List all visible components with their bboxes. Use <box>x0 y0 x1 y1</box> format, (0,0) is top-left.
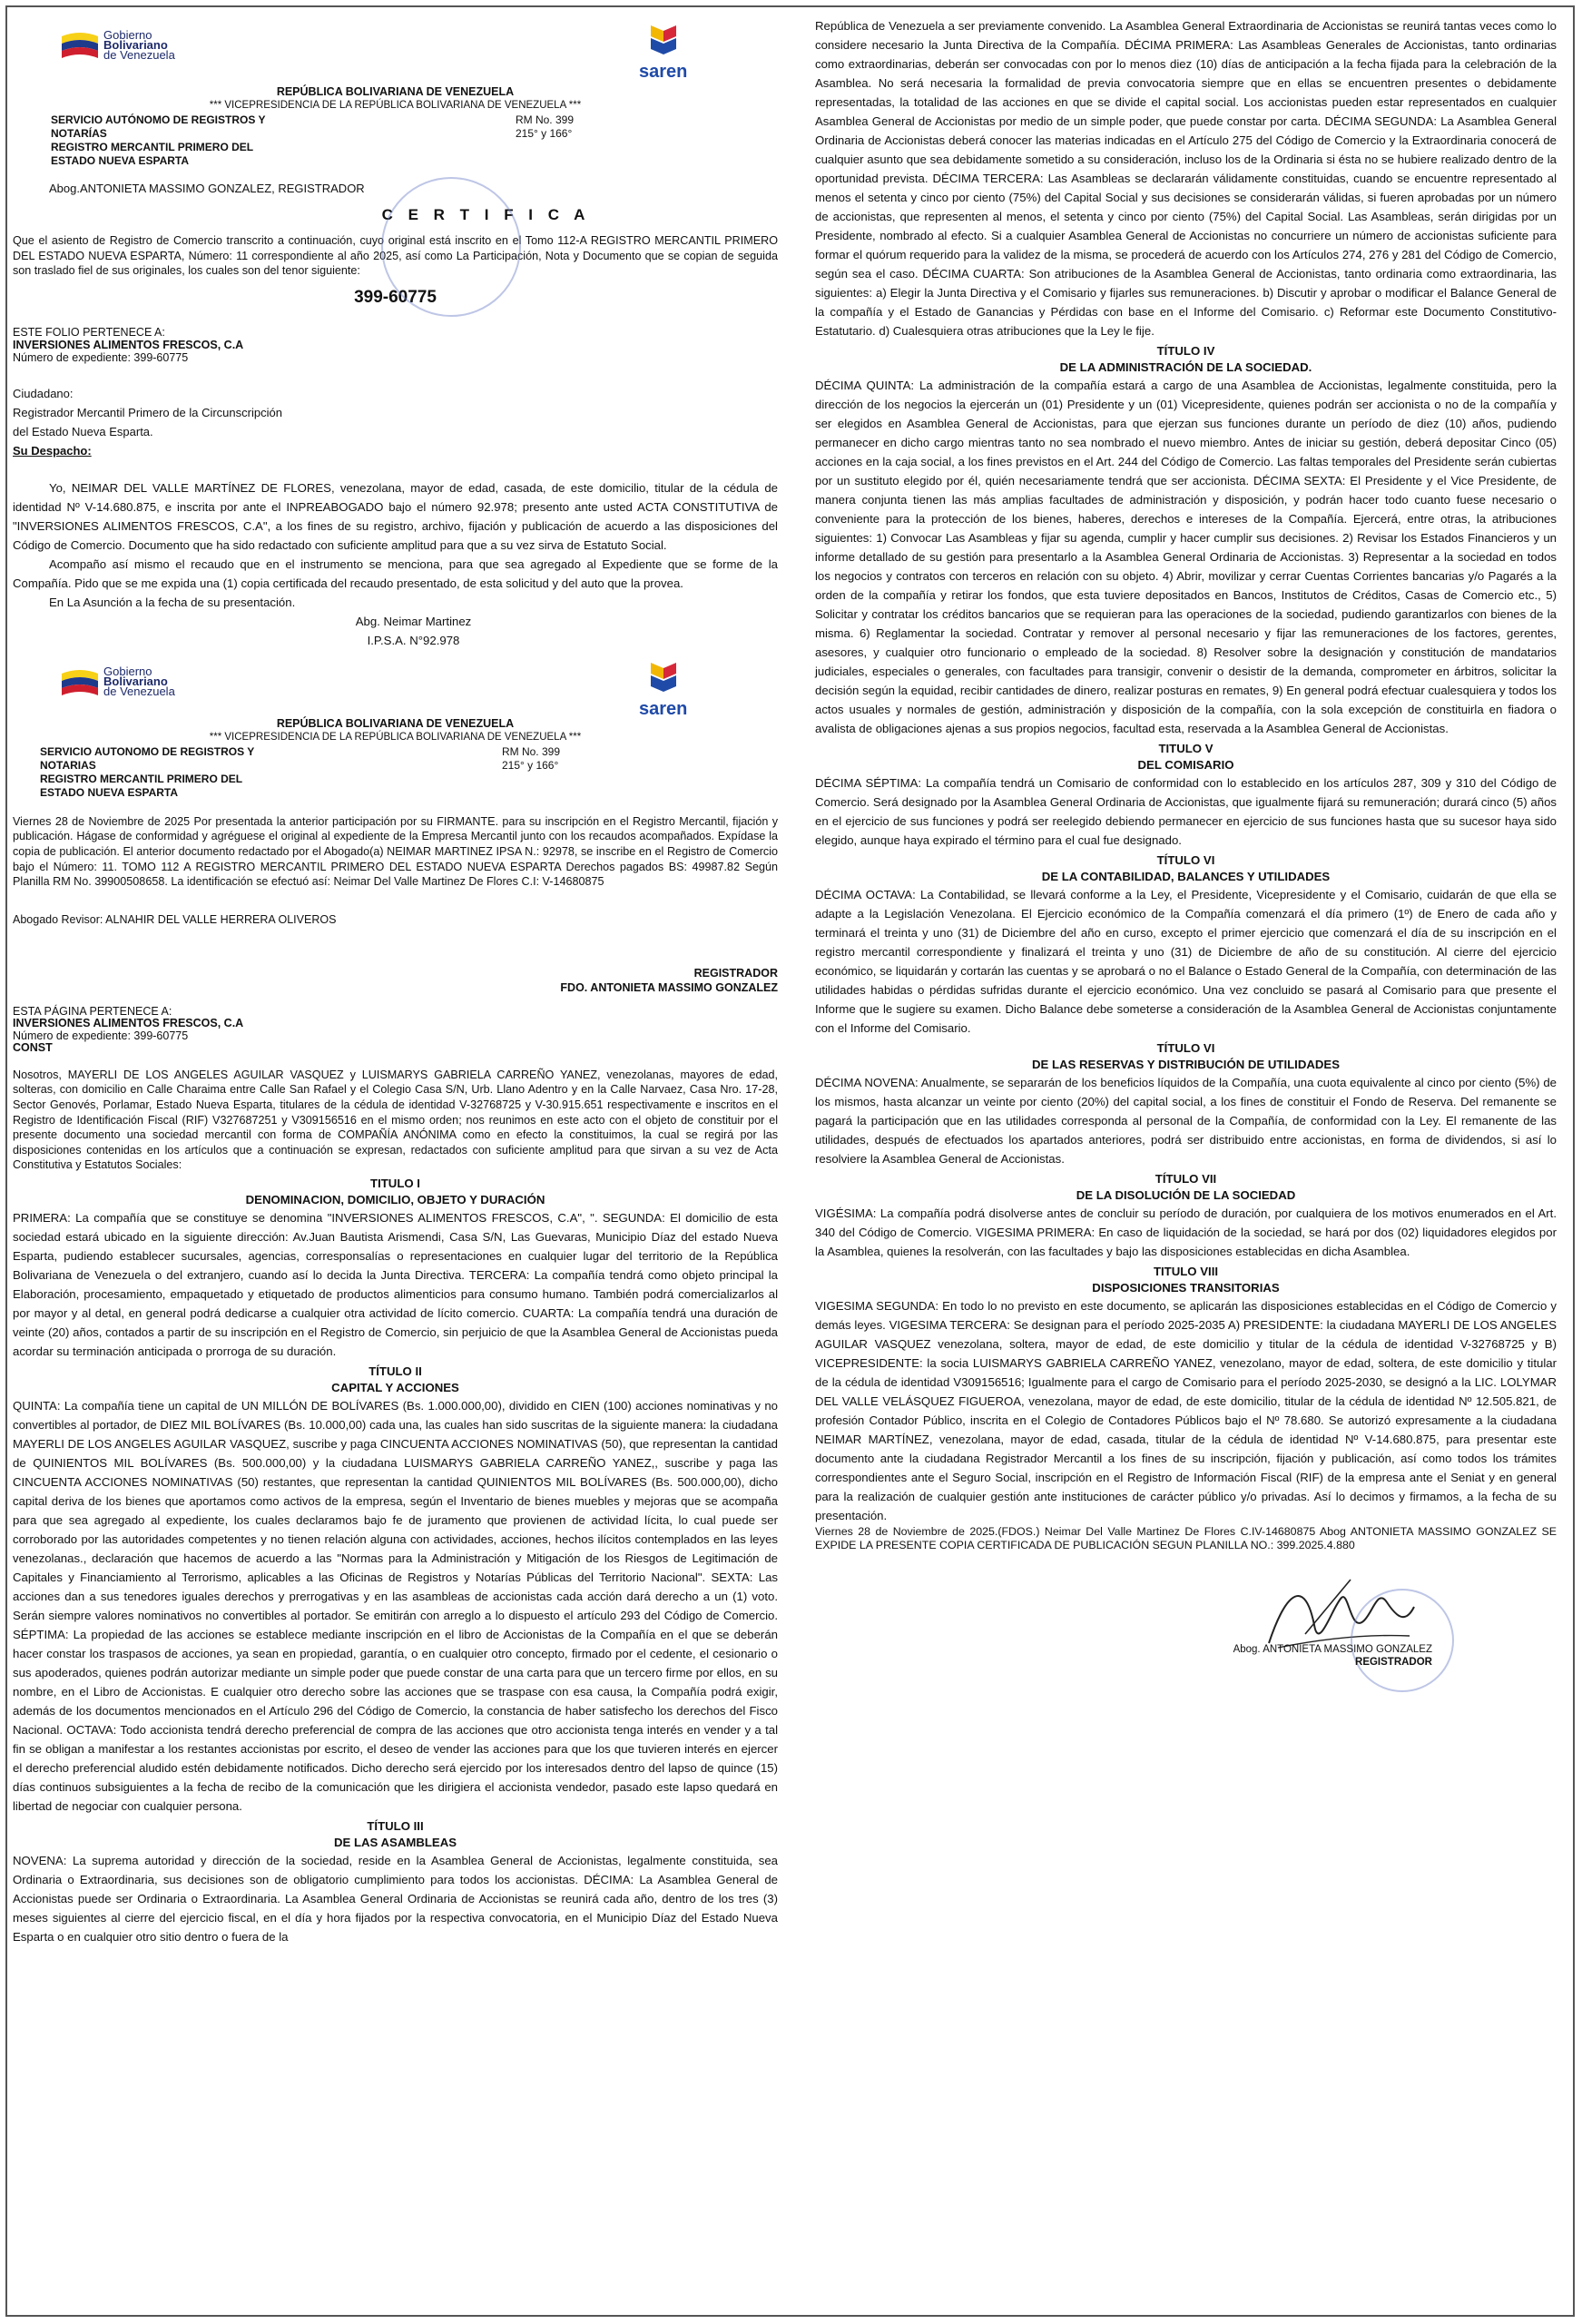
su-despacho: Su Despacho: <box>13 443 92 458</box>
titulo-1-heading <box>13 1176 778 1208</box>
petition-paragraph-2: Acompaño así mismo el recaudo que en el instrumento se menciona, para que sea agregado al Expediente que se forme de la Compañía. Pido que se me expida una (1) copia certificada del recaudo presentado, de esta solicitud y del auto que la provea. <box>13 556 778 590</box>
registrador-block <box>13 966 778 995</box>
petition-sig-ipsa: I.P.S.A. N°92.978 <box>367 633 460 647</box>
venezuela-flag-icon <box>60 665 100 699</box>
titulo-7-number: TÍTULO VII <box>1155 1172 1217 1186</box>
saren-name-2: saren <box>639 698 688 719</box>
folio-line-1: ESTE FOLIO PERTENECE A: <box>13 325 165 339</box>
pagina-line-4: CONST <box>13 1041 53 1055</box>
republica-title-2: REPÚBLICA BOLIVARIANA DE VENEZUELA <box>276 716 515 730</box>
gobierno-bolivariano-logo <box>60 27 175 62</box>
titulo-5-number: TITULO V <box>1158 742 1214 755</box>
office-line-4: ESTADO NUEVA ESPARTA <box>51 154 190 167</box>
titulo-7-heading <box>815 1171 1557 1204</box>
rm-year: 215° y 166° <box>515 127 573 140</box>
ciudadano-line-3: del Estado Nueva Esparta. <box>13 424 153 438</box>
folio-block <box>13 326 778 364</box>
final-signature-text <box>1115 1643 1432 1669</box>
abogado-revisor: Abogado Revisor: ALNAHIR DEL VALLE HERRERA OLIVEROS <box>13 912 337 926</box>
titulo-1-number: TITULO I <box>370 1176 420 1190</box>
rm2-number: RM No. 399 <box>501 744 560 758</box>
registrador-title: REGISTRADOR <box>693 966 778 980</box>
clausula-vigesima: VIGÉSIMA: La compañía podrá disolverse antes de concluir su período de duración, por cualquiera de los motivos enumerados en el Art. 340 del Código de Comercio. VIGESIMA PRIMERA: En caso de liquidación de la sociedad, se hará por dos (02) liquidadores elegidos por la Asamblea, quienes la resolverán, con las facultades y bajo las disposiciones establecidas en dicha Asamblea. <box>815 1206 1557 1258</box>
gob-line3: de Venezuela <box>103 47 175 62</box>
certifica-heading: C E R T I F I C A <box>381 206 591 223</box>
titulo-6b-heading <box>815 1040 1557 1073</box>
vicepresidencia-line-2: *** VICEPRESIDENCIA DE LA REPÚBLICA BOLIVARIANA DE VENEZUELA *** <box>209 731 582 743</box>
clausula-primera: PRIMERA: La compañía que se constituye se denomina "INVERSIONES ALIMENTOS FRESCOS, C.A", ". SEGUNDA: El domicilio de esta sociedad estará ubicado en la siguiente dirección: Av.Juan Bautista Arismendi, Casa S/N, Las Guevaras, Municipio Díaz del estado Nueva Esparta, pudiendo establecer sucursales, agencias, corresponsalías o representaciones en cualquier lugar del territorio de la República Bolivariana de Venezuela o del extranjero, cuando así lo decida la Junta Directiva. TERCERA: La compañía tendrá como objeto principal la Elaboración, procesamiento, empaquetado y etiquetado de productos alimenticios para consumo humano. También podrá comercializarlos al por mayor y al detal, en general podrá dedicarse a cualquier otra actividad de lícito comercio. CUARTA: La compañía tendrá una duración de veinte (20) años, contados a partir de su inscripción en el Registro de Comercio, sin perjuicio de que la Asamblea General de Accionistas pueda acordar su terminación anticipada o prorroga de su duración. <box>13 1210 778 1358</box>
saren-logo <box>639 22 687 81</box>
republica-title: REPÚBLICA BOLIVARIANA DE VENEZUELA <box>276 85 515 98</box>
titulo-4-heading <box>815 343 1557 376</box>
clausula-quinta: QUINTA: La compañía tiene un capital de UN MILLÓN DE BOLÍVARES (Bs. 1.000.000,00), dividido en CIEN (100) acciones nominativas y no convertibles al portador, de DIEZ MIL BOLÍVARES (Bs. 10.000,00) cada una, las cuales han sido suscritas de la siguiente manera: la ciudadana MAYERLI DE LOS ANGELES AGUILAR VASQUEZ, suscribe y paga CINCUENTA ACCIONES NOMINATIVAS (50), que representan la cantidad de QUINIENTOS MIL BOLÍVARES (Bs. 500.000,00) y la ciudadana LUISMARYS GABRIELA CARREÑO YANEZ,, suscribe y paga las CINCUENTA ACCIONES NOMINATIVAS (50) restantes, que representan la cantidad QUINIENTOS MIL BOLÍVARES (Bs. 500.000,00), dicho capital deriva de los bienes que aportamos como activos de la empresa, según el Inventario de bienes muebles y mejoras que se acompaña para que sea agregado al expediente, los cuales declaramos bajo fe de juramento que provienen de actividad lícita, lo cual puede ser corroborado por las autoridades competentes y no tienen relación alguna con actividades, acciones, hechos ilícitos contemplados en las leyes venezolanas., declaración que hacemos de acuerdo a las "Normas para la Administración y Mitigación de los Riesgos de Legitimación de Capitales y Financiamiento al Terrorismo, aplicables a las Oficinas de Registros y Notarías Públicas del Territorio Nacional". SEXTA: Las acciones dan a sus tenedores iguales derechos y prerrogativas y en las asambleas de accionistas cada acción dará derecho a un (1) voto. Serán siempre valores nominativos no convertibles al portador. Se emitirán con arreglo a lo dispuesto el artículo 293 del Código de Comercio. SÉPTIMA: La propiedad de las acciones se establece mediante inscripción en el libro de Accionistas de la Compañía en el que se deberán hacer constar los traspasos de acciones, ya sean en propiedad, garantía, o en cualquier otro concepto, firmado por el cedente, el cesionario o sus apoderados, quienes podrán autorizar mediante un simple poder que puede constar de una carta para que un tercero firme por ellos, en su nombre, en el Libro de Accionistas. E cualquier otro derecho sobre las acciones que se traspase con esa causa, la Compañía podrá exigir, además de los documentos mencionados en el Artículo 296 del Código de Comercio, la constancia de haber satisfecho los derechos del Fisco Nacional. OCTAVA: Todo accionista tendrá derecho preferencial de compra de las acciones que otro accionista tenga interés en vender y a tal fin se obligan a manifestar a los restantes accionistas por escrito, el deseo de vender las acciones para que los que tuvieren interés en ejercer el derecho preferencial aludido estén debidamente notificados. Dicho derecho será ejercido por los interesados dentro del lapso de quince (15) días continuos subsiguientes a la fecha de recibo de la comunicación que les dirigiera el accionista vendedor, pasado este lapso quedará en libertad de negociar con cualquier persona. <box>13 1398 778 1813</box>
office-line-1: SERVICIO AUTÓNOMO DE REGISTROS Y <box>51 113 266 126</box>
titulo-2-name: CAPITAL Y ACCIONES <box>331 1380 459 1394</box>
titulo-3-name: DE LAS ASAMBLEAS <box>333 1835 457 1849</box>
office2-line-3: REGISTRO MERCANTIL PRIMERO DEL <box>40 772 243 785</box>
titulo-8-number: TITULO VIII <box>1153 1265 1219 1278</box>
certification-paragraph: Que el asiento de Registro de Comercio transcrito a continuación, cuyo original está inscrito en el Tomo 112-A REGISTRO MERCANTIL PRIMERO DEL ESTADO NUEVA ESPARTA, Número: 11 correspondiente al año 2025, así como La Participación, Nota y Documento que se copian de seguida son traslado fiel de sus originales, los cuales son del tenor siguiente: <box>13 234 778 278</box>
petition-signature <box>13 612 778 650</box>
ciudadano-line-1: Ciudadano: <box>13 386 74 400</box>
gob-line2: Bolivariano <box>103 37 168 52</box>
clausula-decima-septima: DÉCIMA SÉPTIMA: La compañía tendrá un Comisario de conformidad con lo establecido en los artículos 287, 309 y 310 del Código de Comercio. Será designado por la Asamblea General Ordinaria de Accionistas, que igualmente fijará su remuneración; durará cinco (5) años en el ejercicio de sus funciones y podrá ser reelegido debiendo permanecer en ejercicio de sus funciones hasta que su sucesor haya sido elegido, aunque haya expirado el término para el cual fue designado. <box>815 776 1557 847</box>
expediente-number: 399-60775 <box>354 287 437 307</box>
titulo-5-name: DEL COMISARIO <box>1137 758 1234 772</box>
folio-line-2: INVERSIONES ALIMENTOS FRESCOS, C.A <box>13 338 244 351</box>
office2-line-1: SERVICIO AUTONOMO DE REGISTROS Y <box>40 744 255 758</box>
venezuela-flag-icon <box>60 27 100 62</box>
gob2-line2: Bolivariano <box>103 675 168 689</box>
titulo-2-number: TÍTULO II <box>368 1364 422 1378</box>
titulo-3-number: TÍTULO III <box>367 1818 424 1833</box>
clausula-decima-quinta: DÉCIMA QUINTA: La administración de la compañía estará a cargo de una Asamblea de Accionistas, legalmente constituida, pero la dirección de los negocios la ejercerán un (01) Presidente y un (01) Vicepresidente, quienes podrán ser accionista o no de la compañía y ser elegidos en Asamblea General de Accionistas, para que ejerzan sus funciones durante un período de diez (10) años, pudiendo permanecer en dicho cargo mientras tanto no sea nombrado el nuevo miembro. Antes de iniciar su gestión, deberá depositar Cinco (05) acciones en la caja social, a los fines previstos en el Art. 244 del Código de Comercio. Las faltas temporales del Presidente serán cubiertas por un sustituto elegido por él, quién necesariamente tendrá que ser accionista. DÉCIMA SEXTA: El Presidente y el Vice Presidente, de manera conjunta tienen las más amplias facultades de administración y disposición, y podrán hacer todo cuanto fuese necesario o conveniente para la protección de los bienes, haberes, derechos e intereses de la Compañía. Ejercerá, entre otras, la atribuciones siguientes: 1) Convocar Las Asambleas y fijar su agenda, cumplir y hacer cumplir sus decisiones. 2) Revisar los Estados Financieros y un informe detallado de su gestión para presentarlo a la Asamblea General Ordinaria de Accionistas. 3) Representar a la sociedad en todos los negocios y contratos con terceros en relación con su objeto. 4) Abrir, movilizar y cerrar Cuentas Corrientes bancarias y/o Pagarés a la orden de la compañía y retirar los fondos, que esta tuviere depositados en Bancos, Institutos de Créditos, Casas de Comercio etc., 5) Solicitar y contratar los créditos bancarios que se requieran para las operaciones de la sociedad, pudiendo garantizarlos con bienes de la misma. 6) Reglamentar la sociedad. Contratar y remover al personal necesario y fijar las remuneraciones de los factores, gerentes, asesores, y cualquier otro funcionario o empleado de la sociedad. 8) Resolver sobre la designación y constitución de mandatarios judiciales, especiales o generales, con facultades para transigir, convenir o desistir de la demanda, comprometer en árbitros, solicitar la decisión según la equidad, recibir cantidades de dinero, realizar posturas en remates, 9) En general podrá efectuar cualesquiera y todos los actos usuales y normales de gestión, administración y disposición de la compañía, con la sola excepción de constituirla en fiadora o avalista de obligaciones ajenas a sus propios negocios, facultad esta, reservada a la Asamblea General de Accionistas. <box>815 379 1557 735</box>
office2-line-2: NOTARIAS <box>40 758 96 772</box>
titulo-4-name: DE LA ADMINISTRACIÓN DE LA SOCIEDAD. <box>1059 360 1312 374</box>
titulo-4-number: TÍTULO IV <box>1156 344 1215 358</box>
ciudadano-block <box>13 384 778 460</box>
registrador-fdo: FDO. ANTONIETA MASSIMO GONZALEZ <box>560 980 778 994</box>
final-sig-name: Abog. ANTONIETA MASSIMO GONZALEZ <box>1233 1644 1432 1655</box>
pagina-line-3: Número de expediente: 399-60775 <box>13 1029 189 1042</box>
final-sig-title: REGISTRADOR <box>1355 1657 1432 1668</box>
saren-logo-2 <box>639 659 687 718</box>
rm-number: RM No. 399 <box>515 113 574 126</box>
right-top-paragraph: República de Venezuela a ser previamente convenido. La Asamblea General Extraordinaria de Accionistas se reunirá tantas veces como lo considere necesario la Junta Directiva de la Compañía. DÉCIMA PRIMERA: Las Asambleas Generales de Accionistas, tanto ordinarias como extraordinarias, deberán ser convocadas con por lo menos diez (10) días de anticipación a la fecha fijada para la celebración de la Asamblea. No será necesaria la formalidad de previa convocatoria siempre que en ellas se encuentren presentes o debidamente representadas, la totalidad de las acciones en que se divide el capital social. Los accionistas pueden estar representados en cualquier Asamblea General de Accionistas por medio de un simple poder, que puede constar por carta. DÉCIMA SEGUNDA: La Asamblea General Ordinaria de Accionistas deberá conocer las materias indicadas en el Artículo 275 del Código de Comercio y la Extraordinaria conocerá de cualquier asunto que sea debidamente sometido a su consideración, incluso los de la Ordinaria si ésta no se hubiere realizado dentro de la oportunidad prevista. DÉCIMA TERCERA: Las Asambleas se declararán válidamente constituidas, cuando se encuentre representado al menos el setenta y cinco por ciento (75%) del Capital Social y sus decisiones se considerarán válidas, si fueren aprobadas por un número de accionistas, que representen al menos, el setenta y cinco por ciento (75%) del Capital Social. Las Asambleas, serán dirigidas por un Presidente, nombrado al efecto. Si a cualquier Asamblea General de Accionistas no concurriere un número de accionistas suficiente para formar el quórum requerido para la validez de la misma, se procederá de acuerdo con los Artículos 274, 276 y 281 del Código de Comercio, según sea el caso. DÉCIMA CUARTA: Son atribuciones de la Asamblea General de Accionistas, tanto ordinaria como extraordinaria, las siguientes: a) Elegir la Junta Directiva y el Comisario y fijarles sus remuneraciones. b) Discutir y aprobar o modificar el Balance General de la compañía y el Estado de Ganancias y Pérdidas con base en el Informe del Comisario. c) Reformar este Documento Constitutivo-Estatutario. d) Cualesquiera otras atribuciones que la Ley le fije. <box>815 19 1557 338</box>
office-block <box>13 113 778 168</box>
gob2-line3: de Venezuela <box>103 684 175 699</box>
final-signature-area <box>815 1571 1557 1707</box>
pagina-line-1: ESTA PÁGINA PERTENECE A: <box>13 1004 172 1018</box>
office-line-2: NOTARÍAS <box>51 127 107 140</box>
titulo-8-name: DISPOSICIONES TRANSITORIAS <box>1092 1281 1280 1295</box>
titulo-2-heading <box>13 1364 778 1396</box>
header-logos <box>13 16 778 82</box>
titulo-6b-name: DE LAS RESERVAS Y DISTRIBUCIÓN DE UTILIDADES <box>1031 1058 1341 1071</box>
clausula-decima-novena: DÉCIMA NOVENA: Anualmente, se separarán de los beneficios líquidos de la Compañía, una cuota equivalente al cinco por ciento (5%) de los mismos, hasta alcanzar un veinte por ciento (20%) del capital social, a los fines de constituir el Fondo de Reserva. Del remanente se pagará la participación que en las utilidades corresponda al personal de la Compañía, de conformidad con la Ley. El remanente de las utilidades, después de efectuados los apartados anteriores, podrá ser distribuido entre accionistas, en forma de dividendos, si así lo resolviere la Asamblea General de Accionistas. <box>815 1076 1557 1166</box>
petition-sig-name: Abg. Neimar Martinez <box>355 614 472 628</box>
titulo-6-heading <box>815 852 1557 885</box>
left-column <box>13 16 778 1946</box>
registry-seal-stamp <box>1351 1589 1454 1692</box>
office2-line-4: ESTADO NUEVA ESPARTA <box>40 785 179 799</box>
saren-mark-icon <box>642 659 685 695</box>
acta-intro: Nosotros, MAYERLI DE LOS ANGELES AGUILAR VASQUEZ y LUISMARYS GABRIELA CARREÑO YANEZ, venezolanas, mayores de edad, solteras, con domicilio en Calle Charaima entre Calle San Rafael y el Colegio Casa S/N, Urb. Llano Adentro y en la Calle Narvaez, Casa Nro. 17-28, Sector Genovés, Porlamar, Estado Nueva Esparta, titulares de la cédula de identidad V-32768725 y V-30.915.651 respectivamente e inscritos en el Registro de Identificación Fiscal (RIF) V327687251 y V309156516 en el mismo orden; nos reunimos en este acto con el objeto de constituir por el presente documento una sociedad mercantil con forma de COMPAÑÍA ANÓNIMA como en efecto la constituimos, la cual se regirá por las disposiciones contenidas en los artículos que a continuación se expresan, redactados con suficiente amplitud para que sirvan a su vez de Acta Constitutiva y Estatutos Sociales: <box>13 1068 778 1172</box>
titulo-6-number: TÍTULO VI <box>1156 853 1215 867</box>
registrador-name: Abog.ANTONIETA MASSIMO GONZALEZ, REGISTRADOR <box>49 182 365 195</box>
titulo-6-name: DE LA CONTABILIDAD, BALANCES Y UTILIDADES <box>1041 870 1331 883</box>
folio-line-3: Número de expediente: 399-60775 <box>13 350 189 364</box>
office-line-3: REGISTRO MERCANTIL PRIMERO DEL <box>51 141 254 153</box>
closing-paragraph: Viernes 28 de Noviembre de 2025.(FDOS.) Neimar Del Valle Martinez De Flores C.IV-14680875 Abog ANTONIETA MASSIMO GONZALEZ SE EXPIDE LA PRESENTE COPIA CERTIFICADA DE PUBLICACIÓN SEGUN PLANILLA NO.: 399.2025.4.880 <box>815 1525 1557 1551</box>
vicepresidencia-line: *** VICEPRESIDENCIA DE LA REPÚBLICA BOLIVARIANA DE VENEZUELA *** <box>209 100 582 111</box>
saren-mark-icon <box>642 22 685 58</box>
gob-line1: Gobierno <box>103 27 152 42</box>
gobierno-bolivariano-logo-2 <box>60 665 175 699</box>
pagina-line-2: INVERSIONES ALIMENTOS FRESCOS, C.A <box>13 1017 244 1030</box>
titulo-5-heading <box>815 741 1557 773</box>
gob2-line1: Gobierno <box>103 665 152 679</box>
titulo-1-name: DENOMINACION, DOMICILIO, OBJETO Y DURACIÓN <box>245 1192 545 1206</box>
petition-paragraph-1: Yo, NEIMAR DEL VALLE MARTÍNEZ DE FLORES, venezolana, mayor de edad, casada, de este domicilio, titular de la cédula de identidad Nº V-14.680.875, e inscrita por ante el INPREABOGADO bajo el número 92.978; presento ante usted ACTA CONSTITUTIVA de "INVERSIONES ALIMENTOS FRESCOS, C.A", a los fines de su registro, archivo, fijación y publicación de acuerdo a las disposiciones del Código de Comercio. Documento que ha sido redactado con suficiente amplitud para que a su vez sirva de Estatuto Social. <box>13 480 778 552</box>
header-logos-2 <box>13 654 778 719</box>
nota-paragraph: Viernes 28 de Noviembre de 2025 Por presentada la anterior participación por su FIRMANTE. para su inscripción en el Registro Mercantil, fijación y publicación. Hágase de conformidad y agréguese el original al expediente de la Empresa Mercantil junto con los recaudos acompañados. Expídase la copia de publicación. El anterior documento redactado por el Abogado(a) NEIMAR MARTINEZ IPSA N.: 92978, se inscribe en el Registro de Comercio bajo el Número: 11. TOMO 112 A REGISTRO MERCANTIL PRIMERO DEL ESTADO NUEVA ESPARTA Derechos pagados BS: 49987.82 Según Planilla RM No. 39900508658. La identificación se efectuó así: Neimar Del Valle Martinez De Flores C.I: V-14680875 <box>13 814 778 889</box>
clausula-decima-octava: DÉCIMA OCTAVA: La Contabilidad, se llevará conforme a la Ley, el Presidente, Vicepresidente y el Comisario, cuidarán de que ella se adapte a la Legislación Venezolana. El Ejercicio económico de la Compañía comenzará el día primero (1º) de Enero de cada año y terminará el treinta y uno (31) de Diciembre del año en curso, excepto el primer ejercicio que comenzará el día de su inscripción en el registro mercantil correspondiente y finalizará el treinta y uno (31) de Diciembre de año de su constitución. Al cierre del ejercicio económico, se liquidarán y cortarán las cuentas y se aprobará o no el Balance o Estado General de la Compañía, con determinación de las utilidades habidas o pérdidas sufridas durante el ejercicio económico. Una vez concluido se pasará al Comisario para que presente el Informe que le sugiere su examen. Dicho Balance debe someterse a consideración de la Asamblea General de Accionistas conjuntamente con el Informe del Comisario. <box>815 888 1557 1035</box>
petition-paragraph-3: En La Asunción a la fecha de su presentación. <box>49 595 296 609</box>
rm2-year: 215° y 166° <box>501 758 559 772</box>
office-block-2 <box>13 745 778 800</box>
titulo-7-name: DE LA DISOLUCIÓN DE LA SOCIEDAD <box>1076 1188 1296 1202</box>
certification-seal-stamp <box>381 177 521 317</box>
right-column <box>815 16 1557 1707</box>
titulo-6b-number: TÍTULO VI <box>1156 1041 1215 1055</box>
titulo-3-heading <box>13 1818 778 1851</box>
ciudadano-line-2: Registrador Mercantil Primero de la Circunscripción <box>13 405 282 419</box>
titulo-8-heading <box>815 1264 1557 1296</box>
pagina-block <box>13 1006 778 1055</box>
clausula-vigesima-segunda: VIGESIMA SEGUNDA: En todo lo no previsto en este documento, se aplicarán las disposiciones establecidas en el Código de Comercio y demás leyes. VIGESIMA TERCERA: Se designan para el período 2025-2035 A) PRESIDENTE: la ciudadana MAYERLI DE LOS ANGELES AGUILAR VASQUEZ venezolana, soltera, mayor de edad, de este domicilio y titular de la cédula de identidad V-32768725 y B) VICEPRESIDENTE: la socia LUISMARYS GABRIELA CARREÑO YANEZ, venezolano, mayor de edad, soltera, de este domicilio y titular de la cédula de identidad V309156516; Igualmente para el cargo de Comisario para el período 2025-2030, se designó a la LIC. LOLYMAR DEL VALLE VELÁSQUEZ FIGUEROA, venezolana, mayor de edad, de este domicilio, titular de la cédula de identidad Nº 12.505.821, de profesión Contador Público, inscrita en el Colegio de Contadores Públicos bajo el Nº 78.680. Se autorizó expresamente a la ciudadana NEIMAR MARTÍNEZ, venezolana, mayor de edad, casada, titular de la cédula de identidad Nº V-14.680.875, para presentar este documento ante la ciudadana Registrador Mercantil a los fines de su inscripción, fijación y publicación, así como todos los trámites correspondientes ante el Seguro Social, inscripción en el Registro de Información Fiscal (RIF) de la empresa ante el Seniat y en general para la realización de cualquier gestión ante instituciones de carácter público y/o privadas. Así lo decimos y firmamos, a la fecha de su presentación. <box>815 1299 1557 1522</box>
clausula-novena: NOVENA: La suprema autoridad y dirección de la sociedad, reside en la Asamblea General de Accionistas, legalmente constituida, sea Ordinaria o Extraordinaria, sus decisiones son de obligatorio cumplimiento para todos los accionistas. DÉCIMA: La Asamblea General de Accionistas puede ser Ordinaria o Extraordinaria. La Asamblea General Ordinaria de Accionistas se reunirá cada año, dentro de los tres (3) meses siguientes al cierre del ejercicio fiscal, en el día y hora fijados por la respectiva convocatoria, en el Municipio Díaz del Estado Nueva Esparta o en cualquier otro sitio dentro o fuera de la <box>13 1853 778 1944</box>
saren-name: saren <box>639 62 688 82</box>
